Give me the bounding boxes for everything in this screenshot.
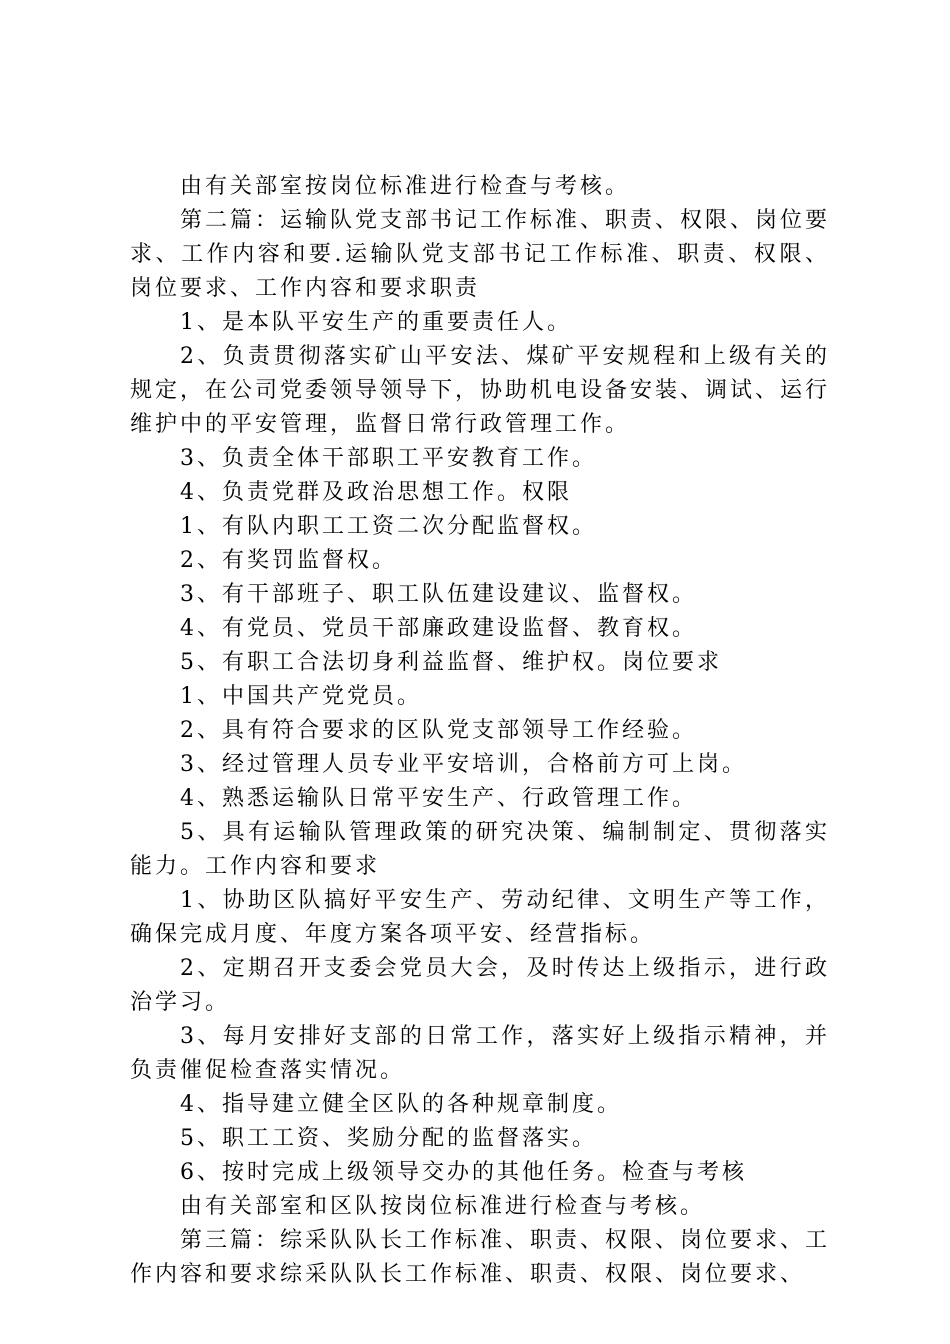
paragraph: 5、具有运输队管理政策的研究决策、编制制定、贯彻落实能力。工作内容和要求 [130, 820, 830, 879]
paragraph: 1、协助区队搞好平安生产、劳动纪律、文明生产等工作，确保完成月度、年度方案各项平安、经营指标。 [130, 888, 830, 947]
paragraph: 1、是本队平安生产的重要责任人。 [180, 310, 572, 335]
paragraph: 1、有队内职工工资二次分配监督权。 [180, 514, 597, 539]
paragraph: 由有关部室按岗位标准进行检查与考核。 [180, 174, 631, 199]
paragraph: 第三篇：综采队队长工作标准、职责、权限、岗位要求、工作内容和要求综采队队长工作标准、职责、权限、岗位要求、 [130, 1228, 831, 1287]
paragraph: 1、中国共产党党员。 [180, 684, 422, 709]
paragraph: 第二篇：运输队党支部书记工作标准、职责、权限、岗位要求、工作内容和要.运输队党支部书记工作标准、职责、权限、岗位要求、工作内容和要求职责 [130, 208, 831, 301]
paragraph: 2、定期召开支委会党员大会，及时传达上级指示，进行政治学习。 [130, 956, 830, 1015]
paragraph: 5、有职工合法切身利益监督、维护权。岗位要求 [180, 650, 722, 675]
paragraph: 3、有干部班子、职工队伍建设建议、监督权。 [180, 582, 697, 607]
paragraph: 3、每月安排好支部的日常工作，落实好上级指示精神，并负责催促检查落实情况。 [130, 1024, 830, 1083]
paragraph: 由有关部室和区队按岗位标准进行检查与考核。 [180, 1194, 706, 1219]
paragraph: 4、负责党群及政治思想工作。权限 [180, 480, 572, 505]
paragraph: 3、经过管理人员专业平安培训，合格前方可上岗。 [180, 752, 747, 777]
paragraph: 4、有党员、党员干部廉政建设监督、教育权。 [180, 616, 697, 641]
paragraph: 5、职工工资、奖励分配的监督落实。 [180, 1126, 597, 1151]
paragraph: 3、负责全体干部职工平安教育工作。 [180, 446, 597, 471]
document-body [130, 170, 830, 1292]
paragraph: 4、指导建立健全区队的各种规章制度。 [180, 1092, 622, 1117]
paragraph: 2、具有符合要求的区队党支部领导工作经验。 [180, 718, 697, 743]
paragraph: 2、有奖罚监督权。 [180, 548, 397, 573]
paragraph: 2、负责贯彻落实矿山平安法、煤矿平安规程和上级有关的规定，在公司党委领导领导下，协助机电设备安装、调试、运行维护中的平安管理，监督日常行政管理工作。 [130, 344, 831, 437]
paragraph: 6、按时完成上级领导交办的其他任务。检查与考核 [180, 1160, 747, 1185]
paragraph: 4、熟悉运输队日常平安生产、行政管理工作。 [180, 786, 697, 811]
